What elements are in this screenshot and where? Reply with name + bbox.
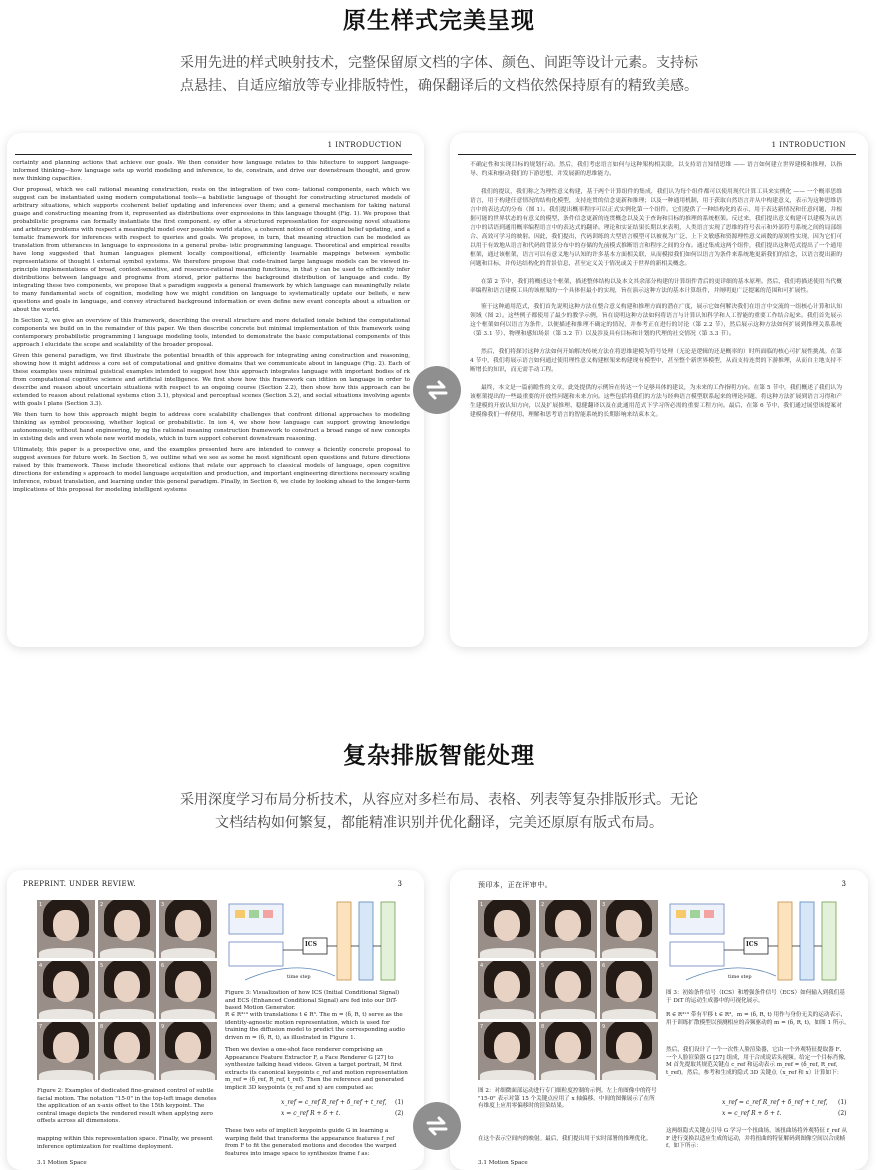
subsection-heading: 3.1 Motion Space [37,1160,87,1166]
face-image: 2 [98,900,156,958]
face-image: 1 [37,900,95,958]
equation-1: x_ref = c_ref R_ref + δ_ref + t_ref, [281,1099,387,1106]
paragraph: Given this general paradigm, we first illustrate the potential breadth of this approach for integrating aning construction and reasoning, showing how it might address a core set of computational and gnitive domains that we communicate about in language (Fig. 2). Each of these examples uses minimal guistical examples intended to suggest how this approach integrates language with important bodies of rk from computational cognitive science and artificial intelligence. We first show how this framework can idition on language in order to describe and reason about uncertain situations with respect to an ongoing course (Section 2.2), then show how this approach can be extended to reason about relational systems ction 3.1), physical and perceptual scenes (Section 3.2), and social situations involving agents with goals l plans (Section 3.3). [13,353,410,407]
paragraph: 鉴于这种通用范式，我们首先说明这种方法在整合意义构建和推理方面的潜在广度，展示它如何解决我们在语言中交流的一组核心计算和认知领域（图 2）。这些例子都使用了最少的教学示例，旨在说明这种方法如何将语言与计算认知科学和人工智能的重要工作结合起来。我们首先展示这个框架如何以语言为条件，以便描述和推理不确定的情况，并参考正在进行的讨论（第 2.2 节），然后展示这种方法如何扩展到推理关系系统（第 3.1 节）、物理和感知场景（第 3.2 节）以及涉及具有目标和计划的代理的社交情况（第 3.3 节）。 [470,304,842,337]
desc-line-1: 采用先进的样式映射技术，完整保留原文档的字体、颜色、间距等设计元素。支持标 [180,55,698,71]
page-number: 3 [841,880,846,888]
face-image: 3 [159,900,217,958]
face-image: 5 [539,961,597,1019]
face-image: 6 [600,961,658,1019]
face-image: 2 [539,900,597,958]
page-header: PREPRINT. UNDER REVIEW. [23,880,137,888]
translated-layout-preview [450,870,868,1170]
document-body [470,161,842,429]
figure-3-caption: Figure 3: Visualization of how ICS (Initial Conditional Signal) and ECS (Enhanced Conditional Signal) are fed into our DiT-based Motion Generator. [225,990,400,1011]
subsection-heading: 3.1 Motion Space [478,1160,528,1166]
page-header: 预印本，正在评审中。 [478,881,552,889]
original-document-preview [7,133,424,647]
equation-2: x = c_ref R + δ + t. [722,1110,782,1117]
paragraph: We then turn to how this approach might begin to address core scalability challenges that confront ditional approaches to modeling thinking as symbol processing, whether logical or probabilistic. In ion 4, we show how language can support growing knowledge autonomously, without hand engineering, by ng the rational meaning construction framework to construct a broad range of new concepts in existing dels and even whole new world models, which in turn support coherent downstream reasoning. [13,412,410,442]
face-grid [37,900,217,1080]
document-body [13,159,410,497]
section-title-native-style: 原生样式完美呈现 [343,7,535,34]
diagram-label: ICS [746,941,758,948]
body-text: Then we devise a one-shot face renderer comprising an Appearance Feature Extractor F, a Face Renderer G [27] to synthesize talking head videos. Given a target portrait, M first extracts its canonical keypoints c_ref and motion representation m_ref = (δ_ref, R_ref, t_ref). Then the reference and generated implicit 3D keypoints (x_ref and x) are computed as: [225,1047,408,1091]
section-title-complex-layout: 复杂排版智能处理 [343,742,535,769]
equation-1-number: (1) [395,1099,404,1106]
section-desc-native-style [0,52,878,98]
equation-1-number: (1) [838,1099,847,1106]
face-image: 4 [478,961,536,1019]
paragraph: certainty and planning actions that achieve our goals. We then consider how language relates to this hitecture to support language-informed thinking—how language sets up world modeling and inference, to de, constrain, and drive our downstream thought, and grow new thinking capacities. [13,160,410,182]
paragraph: Our proposal, which we call rational meaning construction, rests on the integration of two com- tational components, each which we suggest can be instantiated using modern computational tools—a babilistic language of thought for constructing structured models of arbitrary situations, which supports ccoherent belief updating and inferences over them; and a general mechanism for taking natural guage and constructing meaning from it, represented as distributions over expressions in this language thought (Fig. 1). We propose that probabilistic programs can formally instantiate the first component. ey offer a structured representation for expressing novel situations and arbitrary problems with respect a meaningful model over possible world states, a coherent notion of conditional belief updating, and a tematic framework for inferences with respect to queries and goals. We propose, in turn, that meaning struction can be modeled as translation from utterances in language to expressions in a general proba- istic programming language. Theoretical and empirical results have long suggested that human languages plement locally compositional, efficiently learnable mappings between symbolic representations of thought l external symbol systems. We therefore propose that code-trained large language models can be viewed in-principle implementations of broad, context-sensitive, and resource-rational meaning functions, in that y can be used to efficiently infer distributions between language and programs from stored, prior patterns the background distribution of language and code. By integrating these two components, we propose that s paradigm suggests a general framework by which language can meaningfully relate to many fundamental sects of cognition, modeling how we might condition on language to systematically update our beliefs, e new questions and goals in language, and convey structured background information or even define new evant concepts about a situation or about the world. [13,187,410,313]
body-text: mapping within this representation space. Finally, we present inference optimization for realtime deployment. [37,1136,213,1150]
section-desc-complex-layout [0,789,878,835]
paragraph: In Section 2, we give an overview of this framework, describing the overall structure and more detailed ionale behind the computational components we build on in the remainder of this paper. We then describe concrete but minimal implementation of this framework using contemporary probabilistic programming l language modeling tools, intended to demonstrate the basic computational components of this approach l elucidate the scope and scalability of the broader proposal. [13,318,410,348]
face-image: 8 [539,1022,597,1080]
body-text: 然后，我们设计了一个一次性人脸渲染器，它由一个外观特征提取器 F、一个人脸渲染器 G [27] 组成，用于合成说话头视频。给定一个目标肖像，M 首先提取其规范关键点 c_ref 和运动表示 m_ref = (δ_ref, R_ref, t_ref)。然后，参考和生成的隐式 3D 关键点（x_ref 和 x）计算如下： [666,1047,850,1076]
face-image: 1 [478,900,536,958]
face-image: 6 [159,961,217,1019]
diagram-sublabel: time step [287,974,311,980]
translated-document-preview [450,133,868,647]
swap-language-button[interactable] [413,366,461,414]
face-grid [478,900,658,1080]
paragraph: 在第 2 节中，我们将概述这个框架，描述整体结构以及本文其余部分构建的计算组件背后的更详细的基本原理。然后，我们将描述使用当代概率编程和语言建模工具的该框架的一个具体但最小的实现，旨在演示这种方法的基本计算组件，并阐明更广泛提案的范围和可扩展性。 [470,279,842,294]
face-image: 7 [37,1022,95,1080]
face-image: 3 [600,900,658,958]
page-number: 3 [397,880,402,888]
body-text: These two sets of implicit keypoints guide G in learning a warping field that transforms the appearance features f_ref from F to fit the generated motions and decodes the warped features into image space to synthesize frame f as: [225,1128,397,1157]
paragraph: 然后，我们将探讨这种方法如何开始解决传统方法在将思维建模为符号处理（无论是逻辑的还是概率的）时所面临的核心可扩展性挑战。在第 4 节中，我们将展示语言如何通过使用理性意义构建框架来构建现有模型中，甚至整个新世界模型，从而支持连贯的下游推理，从而自主地支持不断增长的知识，而无需手动工程。 [470,349,842,373]
swap-arrows-icon [423,376,451,404]
face-image: 5 [98,961,156,1019]
header-rule [458,154,856,155]
page-header: 1 INTRODUCTION [771,141,846,149]
face-image: 7 [478,1022,536,1080]
body-text: 在这个表示空间内的映射。最后，我们提出用于实时部署的推理优化。 [478,1136,652,1142]
page-header: 1 INTRODUCTION [327,141,402,149]
paragraph: 不确定性和实现目标的规划行动。然后，我们考虑语言如何与这种架构相关联，以支持语言知情思维 —— 语言如何建立世界建模和推理，以指导、约束和驱动我们的下游思想，并发展新的思维能力。 [470,162,842,177]
face-image: 4 [37,961,95,1019]
figure-2-caption: Figure 2: Examples of dedicated fine-grained control of subtle facial motion. The notation "15-0" in the top-left image denotes the application of an x-axis offset to the 15th keypoint. The central image depicts the rendered result when applying zero offsets across all dimensions. [37,1088,217,1124]
header-rule [15,154,412,155]
paragraph: 最终，本文是一篇前瞻性的文章，此处提供的示例旨在传达一个足够具体的建议，为未来的工作指明方向。在第 5 节中，我们概述了我们认为该框架提出的一些最重要的开放性问题和未来方向。这些包括将我们的方法与经典语言模型联系起来的理论问题、将这种方法扩展到语言习得和产生建模的开放认知方向，以及扩展推理、稳健翻译以及在此通用范式下学习所必需的重要工程方向。最后，在第 6 节中，我们通过展望该提案对建模像我们一样便用、理解和思考语言的智能系统的长期影响来结束本文。 [470,385,842,418]
paragraph: 我们的提议，我们称之为理性意义构建，基于两个计算组件的集成，我们认为每个组件都可以使用现代计算工具来实例化 —— 一个概率思维语言，用于构建任意情况的结构化模型，支持连贯的信念更新和推理；以及一种通用机制，用于获取自然语言并从中构建意义，表示为这种思维语言中的表达式的分布（图 1）。我们提出概率程序可以正式实例化第一个组件。它们提供了一种结构化的表示，用于表达新情况和任意问题，并根据可能的世界状态的有意义的模型、条件信念更新的连贯概念以及关于查询和目标的推理的系统框架。反过来，我们提出意义构建可以建模为从语言中的话语到通用概率编程语言中的表达式的翻译。理论和实证结果长期以来表明，人类语言实现了思维的符号表示和外部符号系统之间的局部组合、高效可学习的映射。因此，我们提出，代码训练的大型语言模型可以被视为广泛、上下文敏感和资源理性意义函数的原则性实现，因为它们可以用于有效地从语言和代码的背景分布中的存储的先前模式推断语言和程序之间的分布。通过集成这两个组件，我们提出这种范式提出了一个通用框架，通过该框架，语言可以有意义地与认知的许多基本方面相关联，从而模拟我们如何以语言为条件来系统地更新我们的信念，以语言提出新的问题和目标，并传达结构化的背景信息，甚至定义关于情况或关于世界的新相关概念。 [470,189,842,267]
desc-line-2: 文档结构如何繁复，都能精准识别并优化翻译，完美还原原有版式布局。 [215,815,663,831]
equation-2-number: (2) [838,1110,847,1117]
swap-arrows-icon [423,1112,451,1140]
figure-2-caption: 图 2：对细微面部运动进行专门细粒度控制的示例。左上角图像中的符号 "15-0" 表示对第 15 个关键点应用了 x 轴偏移。中间的图像展示了在所有维度上应用零偏移时的渲染结果。 [478,1088,657,1109]
swap-language-button[interactable] [413,1102,461,1150]
face-image: 9 [600,1022,658,1080]
face-image: 9 [159,1022,217,1080]
body-text: 这两组隐式关键点引导 G 学习一个扭曲场，该扭曲场将外观特征 f_ref 从 F 进行变换以适应生成的运动，并将扭曲的特征解码到图像空间以合成帧 f，如下所示： [666,1128,848,1149]
body-text: R ∈ R³ˣ³ 带有平移 t ∈ R³。m = (δ, R, t) 用作与身份无关的运动表示，用于训练扩散模型以预测相应的音频驱动的 m = (δ, R, t)，如图 1 所示。 [666,1012,850,1026]
equation-2-number: (2) [395,1110,404,1117]
diagram-sublabel: time step [728,974,752,980]
equation-2: x = c_ref R + δ + t. [281,1110,341,1117]
equation-1: x_ref = c_ref R_ref + δ_ref + t_ref, [722,1099,828,1106]
face-image: 8 [98,1022,156,1080]
body-text: R ∈ R³ˣ³ with translations t ∈ R³. The m = (δ, R, t) serve as the identity-agnostic motion representation, which is used for training the diffusion model to predict the corresponding audio driven m = (δ, R, t), as illustrated in Figure 1. [225,1012,405,1041]
desc-line-1: 采用深度学习布局分析技术，从容应对多栏布局、表格、列表等复杂排版形式。无论 [180,792,698,808]
original-layout-preview [7,870,424,1170]
paragraph: Ultimately, this paper is a prospective one, and the examples presented here are intended to convey a ficiently concrete proposal to suggest avenues for future work. In Section 5, we outline what we see as some he most significant open questions and future directions raised by this framework. These include theoretical estions that relate our approach to classical models of language, open cognitive directions for extending s approach to model language acquisition and production, and important engineering directions necessary scaling inference, robust translation, and learning under this general paradigm. Finally, in Section 6, we clude by looking ahead to the longer-term implications of this proposal for modeling intelligent systems [13,447,410,493]
figure-3-caption: 图 3：初始条件信号（ICS）和增强条件信号（ECS）如何输入到我们基于 DiT 的运动生成器中的可视化展示。 [666,990,845,1004]
desc-line-2: 点悬挂、自适应缩放等专业排版特性，确保翻译后的文档依然保持原有的精致美感。 [180,78,698,94]
diagram-label: ICS [305,941,317,948]
